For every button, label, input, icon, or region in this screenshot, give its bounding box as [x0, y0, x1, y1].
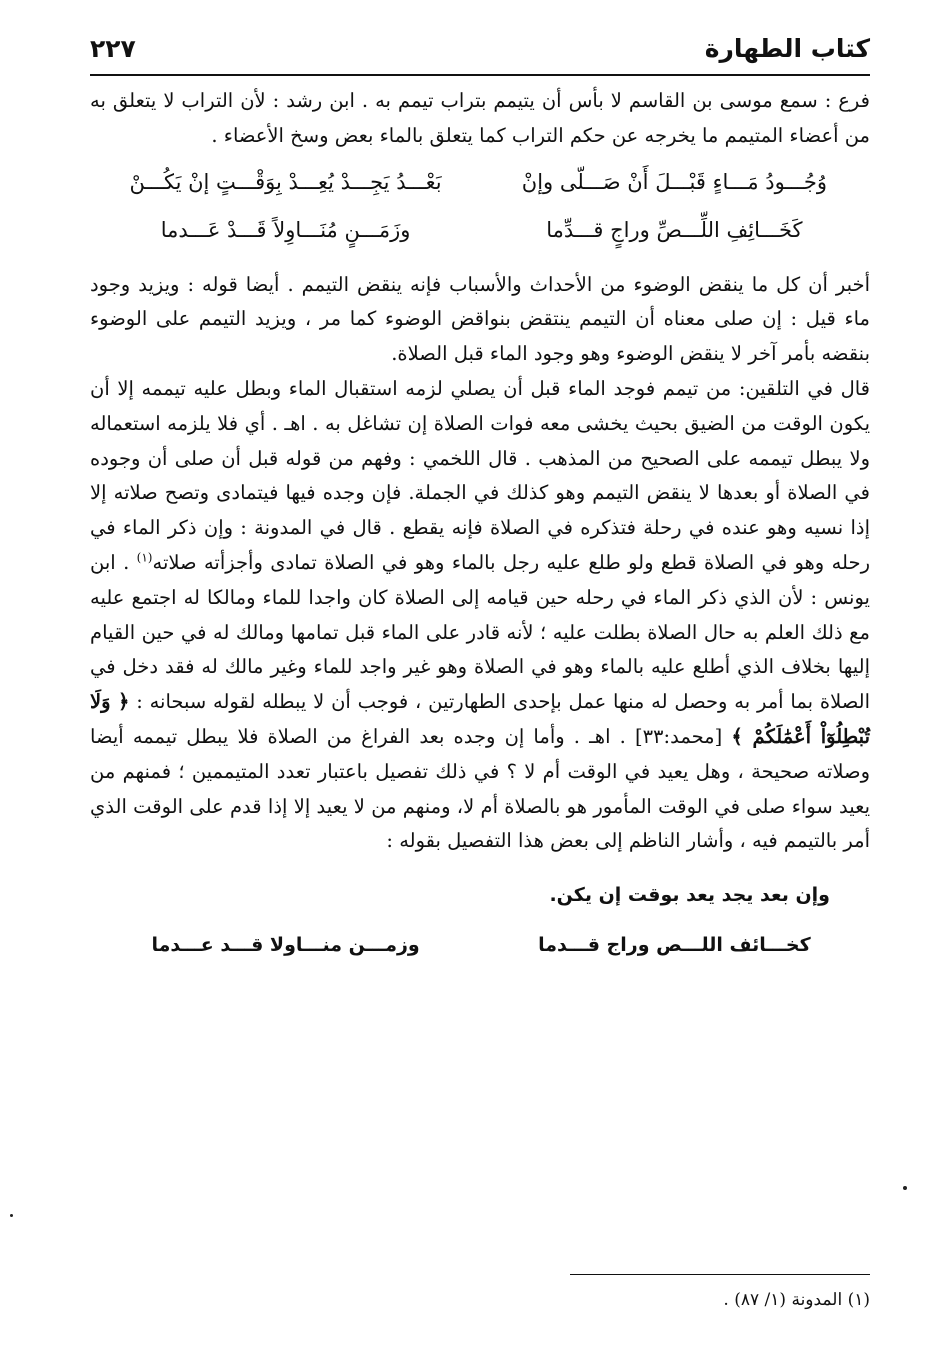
verse-line-1 [90, 158, 870, 206]
verse-block-bottom [90, 869, 870, 969]
paragraph-3 [90, 372, 870, 859]
quran-verse: ﴿ وَلَا تُبْطِلُوٓاْ أَعْمَٰلَكُمْ ﴾ [90, 690, 870, 748]
verse-2-second-hemistich: وزَمَـــنٍ مُنَـــاوِلاً قَـــدْ عَـــدما [160, 217, 411, 242]
verse-line-2 [90, 206, 870, 254]
page-number: ٢٢٧ [90, 34, 136, 63]
paragraph-3-part-a: قال في التلقين: من تيمم فوجد الماء قبل أن يصلي لزمه استقبال الماء وبطل عليه تيممه إلا أن يكون الوقت من الضيق بحيث يخشى معه فوات الصلاة إن تشاغل به . اهـ . أي فلا يلزمه استعماله ولا يبطل تيممه على الصحيح من المذهب . قال اللخمي : وفهم من قوله قبل أن صلى أن وجوده في الصلاة أو بعدها لا ينقض التيمم وهو كذلك في الجملة. فإن وجده فيها فيتمادى وتصح صلاته إلا إذا نسيه وهو عنده في رحلة فتذكره في الصلاة فإنه يقطع . قال في المدونة : وإن ذكر الماء في رحله وهو في الصلاة قطع ولو طلع عليه رجل بالماء وهو في الصلاة تمادى وأجزأته صلاته [90, 376, 870, 574]
paragraph-3-part-b: . ابن يونس : لأن الذي ذكر الماء في رحله حين قيامه إلى الصلاة كان واجدا للماء ومالكا له اجتمع عليه مع ذلك العلم به حال الصلاة بطلت عليه ؛ لأنه قادر على الماء قبل تمامها ومالك له في حين القيام إليها بخلاف الذي أطلع عليه بالماء وهو في الصلاة وهو غير واجد للماء وغير مالك له فقد دخل في الصلاة بما أمر به وحصل له منها عمل بإحدى الطهارتين ، فوجب أن لا يبطله لقوله سبحانه : [90, 550, 870, 714]
footnote-reference[interactable]: (١) [136, 550, 153, 565]
paragraph-3-part-c: [محمد:٣٣] . اهـ . وأما إن وجده بعد الفراغ من الصلاة فلا يبطل تيممه أيضا وصلاته صحيحة ، وهل يعيد في الوقت أم لا ؟ في ذلك تفصيل باعتبار تعدد المتيممين ؛ فمنهم من يعيد سواء صلى في الوقت المأمور هو بالصلاة أم لا، ومنهم من لا يعيد إلا إذا قدم على الوقت الذي أمر بالتيمم فيه ، وأشار الناظم إلى بعض هذا التفصيل بقوله : [90, 724, 870, 853]
margin-mark [903, 1186, 907, 1190]
page-header [90, 28, 870, 76]
verse-bottom-line-2 [90, 921, 870, 969]
paragraph-2: أخبر أن كل ما ينقض الوضوء من الأحداث والأسباب فإنه ينقض التيمم . أيضا قوله : ويزيد وجود ماء قيل : إن صلى معناه أن التيمم ينتقض بنواقض الوضوء كما مر ، ويزيد التيمم على الوضوء بنقضه بأمر آخر لا ينقض الوضوء وهو وجود الماء قبل الصلاة. [90, 272, 870, 366]
book-page [90, 28, 870, 1328]
margin-mark [10, 1214, 13, 1217]
verse-bottom-2-first-hemistich: كخـــائف اللـــص وراج قـــدما [538, 934, 811, 957]
footnote-divider [570, 1274, 870, 1275]
verse-block-top [90, 158, 870, 254]
page-body [90, 84, 870, 969]
footnote: (١) المدونة (١/ ٨٧) . [723, 1290, 870, 1310]
verse-bottom-line-1: وإن بعد يجد يعد بوقت إن يكن. [549, 884, 830, 907]
verse-1-second-hemistich: بَعْـــدُ يَجِـــدْ يُعِـــدْ بِوَقْـــتٍ إنْ يَكُـــنْ [129, 169, 442, 194]
verse-bottom-2-second-hemistich: وزمـــن منـــاولا قـــد عـــدما [151, 934, 420, 957]
verse-1-first-hemistich: وُجُـــودُ مَـــاءٍ قَبْـــلَ أَنْ صَـــلّى وإنْ [521, 169, 828, 194]
verse-2-first-hemistich: كَخَـــائِفِ اللِّـــصِّ وراجٍ قـــدِّما [546, 217, 803, 242]
paragraph-1: فرع : سمع موسى بن القاسم لا بأس أن يتيمم بتراب تيمم به . ابن رشد : لأن التراب لا يتعلق به من أعضاء المتيمم ما يخرجه عن حكم التراب كما يتعلق بالماء بعض وسخ الأعضاء . [90, 89, 870, 147]
chapter-title: كتاب الطهارة [704, 34, 870, 63]
